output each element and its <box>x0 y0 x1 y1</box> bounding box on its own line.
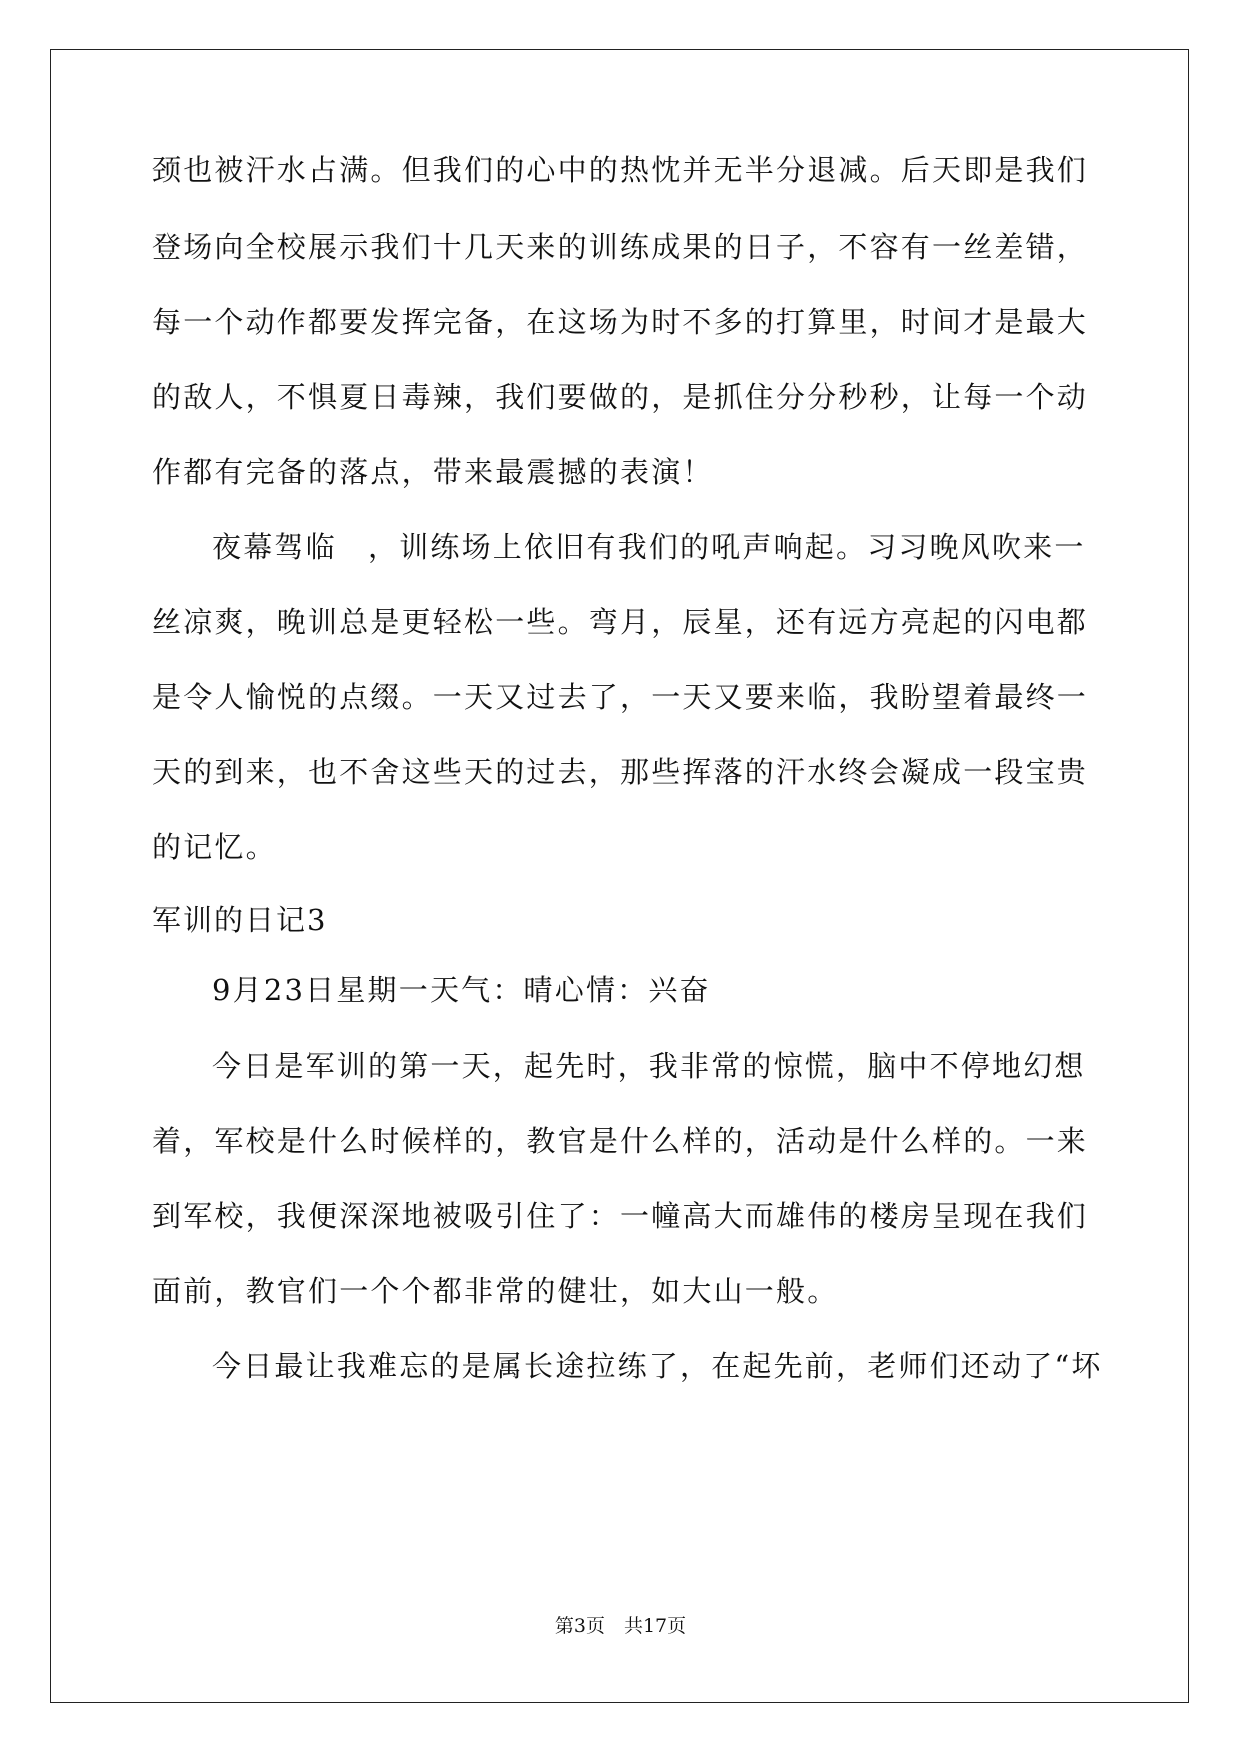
body-line: 丝凉爽，晚训总是更轻松一些。弯月，辰星，还有远方亮起的闪电都 <box>152 605 1089 639</box>
body-line: 每一个动作都要发挥完备，在这场为时不多的打算里，时间才是最大 <box>152 305 1089 339</box>
body-line: 到军校，我便深深地被吸引住了：一幢高大而雄伟的楼房呈现在我们 <box>152 1199 1089 1233</box>
body-line: 作都有完备的落点，带来最震撼的表演！ <box>152 455 714 489</box>
body-line: 是令人愉悦的点缀。一天又过去了，一天又要来临，我盼望着最终一 <box>152 680 1089 714</box>
body-line: 今日是军训的第一天，起先时，我非常的惊慌，脑中不停地幻想 <box>212 1049 1086 1083</box>
body-line: 登场向全校展示我们十几天来的训练成果的日子，不容有一丝差错， <box>152 230 1089 264</box>
body-line: 的敌人，不惧夏日毒辣，我们要做的，是抓住分分秒秒，让每一个动 <box>152 380 1089 414</box>
body-line: 夜幕驾临 ，训练场上依旧有我们的吼声响起。习习晚风吹来一 <box>212 530 1086 564</box>
section-heading: 军训的日记3 <box>152 903 328 937</box>
body-line: 的记忆。 <box>152 830 277 864</box>
body-line: 今日最让我难忘的是属长途拉练了，在起先前，老师们还动了“坏 <box>212 1349 1103 1383</box>
body-line: 面前，教官们一个个都非常的健壮，如大山一般。 <box>152 1274 839 1308</box>
page-border <box>50 49 1189 1703</box>
page-number-footer: 第3页 共17页 <box>554 1615 687 1637</box>
body-line: 着，军校是什么时候样的，教官是什么样的，活动是什么样的。一来 <box>152 1124 1089 1158</box>
body-line: 颈也被汗水占满。但我们的心中的热忱并无半分退减。后天即是我们 <box>152 153 1089 187</box>
body-line: 天的到来，也不舍这些天的过去，那些挥落的汗水终会凝成一段宝贵 <box>152 755 1089 789</box>
date-weather-line: 9月23日星期一天气：晴心情：兴奋 <box>212 973 711 1007</box>
